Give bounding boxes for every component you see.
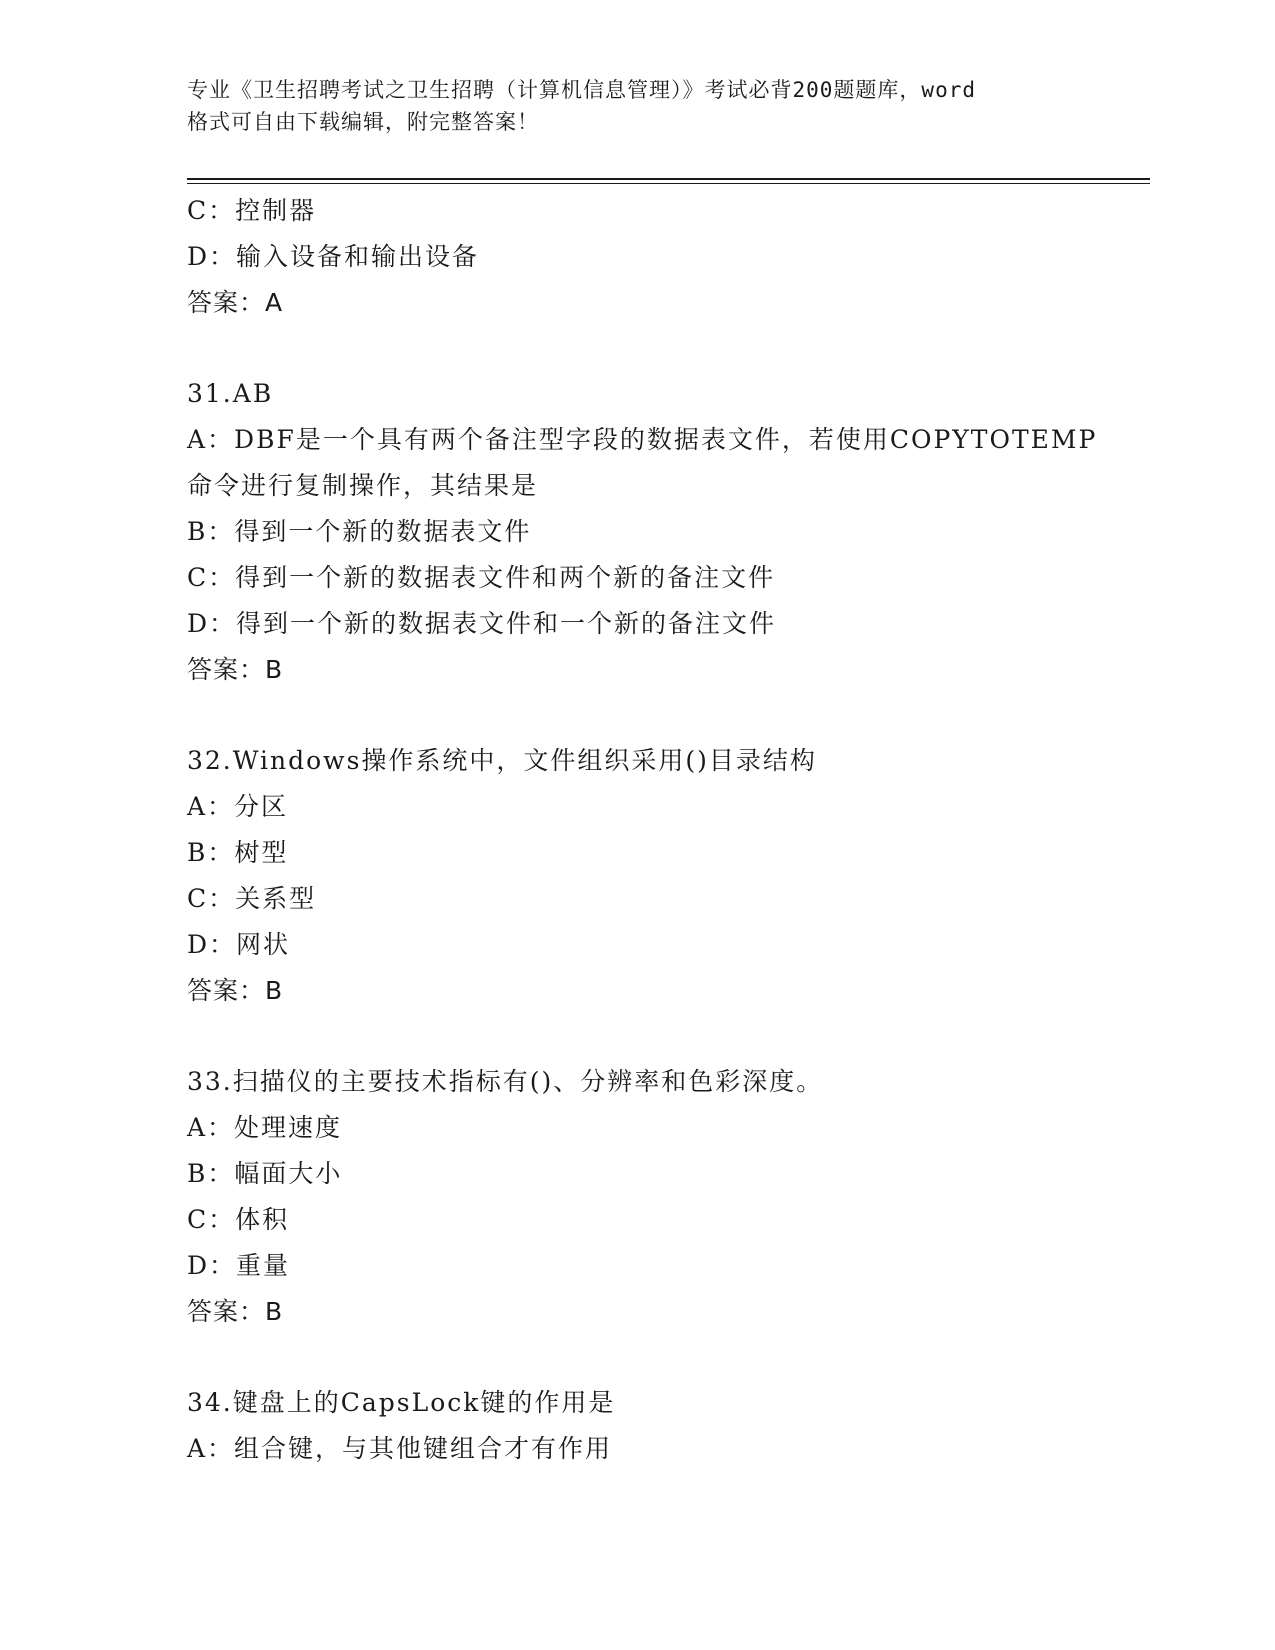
question-title: 33.扫描仪的主要技术指标有()、分辨率和色彩深度。 <box>187 1067 824 1096</box>
answer-line: 答案：B <box>187 1297 284 1326</box>
page-header <box>187 74 1087 138</box>
answer-line: 答案：A <box>187 288 284 317</box>
option-d: D：网状 <box>187 930 291 959</box>
option-a: A：组合键，与其他键组合才有作用 <box>187 1434 613 1463</box>
block-gap <box>187 693 1087 738</box>
question-block <box>187 1059 1087 1335</box>
question-title: 32.Windows操作系统中，文件组织采用()目录结构 <box>187 746 817 775</box>
header-rule-thick <box>187 178 1150 180</box>
block-gap <box>187 326 1087 371</box>
question-block <box>187 371 1098 693</box>
option-c: C：控制器 <box>187 196 317 225</box>
question-block <box>187 738 1087 1014</box>
answer-line: 答案：B <box>187 976 284 1005</box>
question-title: 34.键盘上的CapsLock键的作用是 <box>187 1388 616 1417</box>
option-d: D：输入设备和输出设备 <box>187 242 480 271</box>
question-block <box>187 188 1087 326</box>
header-rule-thin <box>187 183 1150 184</box>
option-a-continued: 命令进行复制操作，其结果是 <box>187 471 539 500</box>
answer-line: 答案：B <box>187 655 284 684</box>
question-content <box>187 188 1098 1472</box>
option-c: C：得到一个新的数据表文件和两个新的备注文件 <box>187 563 776 592</box>
block-gap <box>187 1335 1087 1380</box>
option-b: B：幅面大小 <box>187 1159 343 1188</box>
option-d: D：重量 <box>187 1251 291 1280</box>
option-b: B：得到一个新的数据表文件 <box>187 517 532 546</box>
option-a: A：处理速度 <box>187 1113 343 1142</box>
option-d: D：得到一个新的数据表文件和一个新的备注文件 <box>187 609 777 638</box>
option-c: C：体积 <box>187 1205 290 1234</box>
header-line-1: 专业《卫生招聘考试之卫生招聘（计算机信息管理）》考试必背200题题库，word <box>187 78 976 102</box>
option-c: C：关系型 <box>187 884 317 913</box>
option-b: B：树型 <box>187 838 289 867</box>
block-gap <box>187 1014 1087 1059</box>
question-block <box>187 1380 1087 1472</box>
option-a: A：DBF是一个具有两个备注型字段的数据表文件，若使用COPYTOTEMP <box>187 425 1098 454</box>
question-title: 31.AB <box>187 379 274 408</box>
option-a: A：分区 <box>187 792 289 821</box>
header-line-2: 格式可自由下载编辑，附完整答案！ <box>187 110 539 134</box>
